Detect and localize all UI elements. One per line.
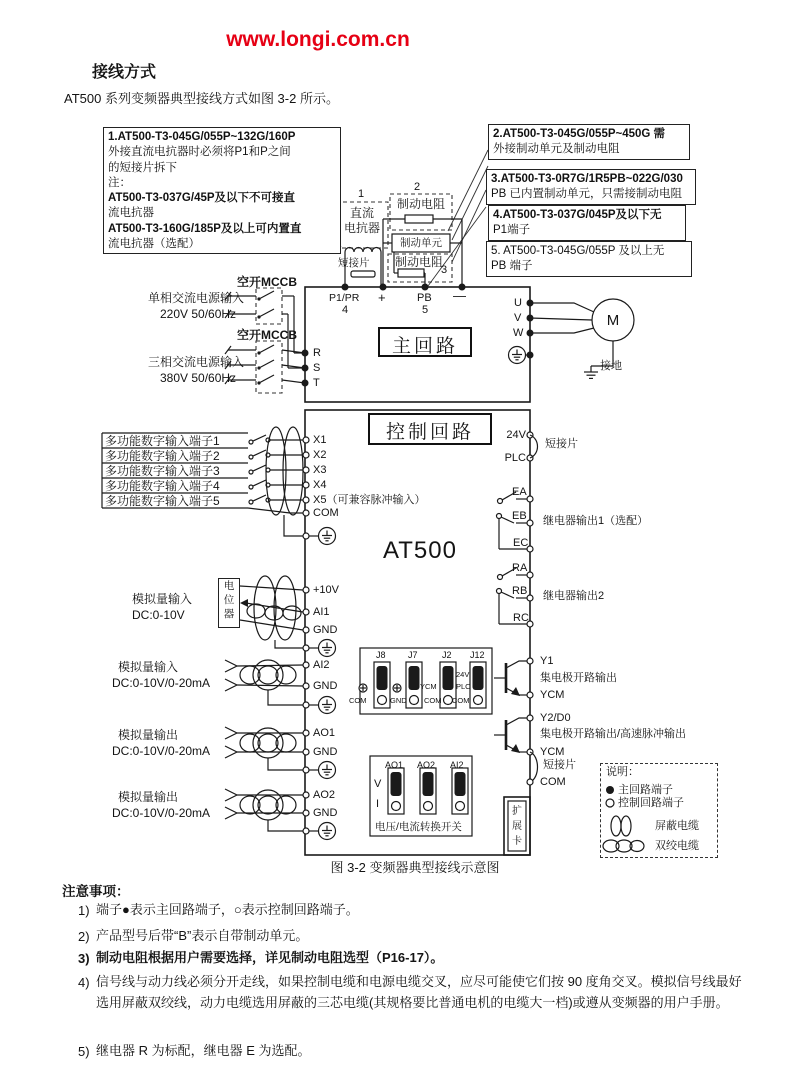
terminal-ycm2-label: YCM: [540, 746, 565, 758]
terminal-r: [302, 350, 309, 357]
terminal-com-label: COM: [313, 507, 339, 519]
terminal-v-label: V: [514, 312, 522, 324]
component-num-1: 1: [358, 188, 365, 200]
i-label: I: [376, 798, 380, 810]
figure-caption: 图 3-2 变频器典型接线示意图: [330, 860, 500, 875]
terminal-y2-label: Y2/D0: [540, 712, 571, 724]
ai1-label: 模拟量输入: [132, 592, 193, 606]
digital-input-5: 多功能数字输入端子5: [105, 494, 220, 508]
digital-input-1: 多功能数字输入端子1: [105, 434, 220, 448]
terminal-ec-label: EC: [513, 537, 529, 549]
terminal-r-label: R: [313, 347, 321, 359]
terminal-u-label: U: [514, 297, 522, 309]
intro-text: AT500 系列变频器典型接线方式如图 3-2 所示。: [64, 91, 339, 106]
ao2-range: DC:0-10V/0-20mA: [112, 806, 211, 820]
terminal-ra-label: RA: [512, 562, 528, 574]
vi-ao2-label: AO2: [417, 760, 436, 770]
terminal-p1pr-num: 4: [342, 304, 349, 316]
terminal-gnd1-label: GND: [313, 624, 338, 636]
terminal-gnd2-label: GND: [313, 680, 338, 692]
motor-label: M: [606, 312, 620, 329]
ai2-range: DC:0-10V/0-20mA: [112, 676, 211, 690]
ai2-label: 模拟量输入: [118, 660, 179, 674]
24v-plc-strap: [527, 432, 538, 461]
mccb2-label: 空开MCCB: [237, 328, 297, 342]
component-num-3: 3: [441, 264, 448, 276]
terminal-com2-label: COM: [540, 776, 566, 788]
ao1-label: 模拟量输出: [118, 728, 179, 742]
j12-com-label: COM: [452, 696, 470, 705]
transistor-y1: [494, 658, 533, 698]
dc-reactor-label: 直流: [349, 206, 374, 220]
twisted-pair-symbol: [240, 734, 260, 752]
control-circuit-box: [305, 410, 530, 855]
three-phase-voltage: 380V 50/60Hz: [160, 371, 237, 385]
legend-main-terminal: 主回路端子: [618, 784, 673, 796]
callout-1: 1.AT500-T3-045G/055P~132G/160P 外接直流电抗器时必须将P1和P之间 的短接片拆下 注： AT500-T3-037G/45P及以下不可接直 流电抗器 AT500-T3-160G/185P及以上可内置直 流电抗器（选配）: [103, 127, 341, 254]
short-bar2-label: 短接片: [543, 759, 576, 771]
terminal-ai1-label: AI1: [313, 606, 330, 618]
note-5-text: 继电器 R 为标配，继电器 E 为选配。: [96, 1043, 311, 1058]
terminal-gnd3-label: GND: [313, 746, 338, 758]
legend-control-terminal: 控制回路端子: [618, 797, 684, 809]
note-3-no: 3): [78, 951, 90, 966]
digital-input-4: 多功能数字输入端子4: [105, 479, 220, 493]
note-5-no: 5): [78, 1044, 90, 1059]
callout-5: 5. AT500-T3-045G/055P 及以上无 PB 端子: [486, 241, 692, 277]
terminal-eb-label: EB: [512, 510, 527, 522]
ai1-range: DC:0-10V: [132, 608, 185, 622]
note-2-text: 产品型号后带“B”表示自带制动单元。: [96, 928, 309, 943]
vi-ai2-label: AI2: [450, 760, 464, 770]
single-phase-label: 单相交流电源输入: [148, 291, 245, 305]
note-4-text: 信号线与动力线必须分开走线，如果控制电缆和电源电缆交叉，应尽可能使它们按 90 度角交叉。模拟信号线最好选用屏蔽双绞线，动力电缆选用屏蔽的三芯电缆(其规格要比普通电机的电缆大一档)或遵从变频器的用户手册。: [96, 974, 742, 1010]
j2-com-label: COM: [424, 696, 442, 705]
vi-switch-caption: 电压/电流转换开关: [375, 821, 462, 833]
potentiometer-label: 电位器: [218, 578, 240, 628]
ground-label: 接地: [600, 360, 622, 372]
callout-2: 2.AT500-T3-045G/055P~450G 需 外接制动单元及制动电阻: [488, 124, 690, 160]
terminal-rb-label: RB: [512, 585, 528, 597]
short-bar-label: 短接片: [545, 438, 578, 450]
terminal-t: [302, 380, 309, 387]
terminal-x2-label: X2: [313, 449, 327, 461]
terminal-pb-label: PB: [417, 292, 432, 304]
note-4-no: 4): [78, 975, 90, 990]
jumper-j2-label: J2: [442, 650, 452, 660]
jumper-j12-label: J12: [470, 650, 485, 660]
terminal-pe: [527, 352, 534, 359]
brake-unit-label: 制动单元: [400, 237, 442, 249]
dc-reactor-label2: 电抗器: [343, 221, 380, 235]
j8-com-label: COM: [349, 696, 367, 705]
terminal-ao2-label: AO2: [313, 789, 336, 801]
twisted-pair-symbol: [240, 796, 260, 814]
brake-resistor-top-label: 制动电阻: [396, 197, 445, 211]
j12-24v-label: 24V: [456, 670, 470, 679]
terminal-ycm1-label: YCM: [540, 689, 565, 701]
terminal-s: [302, 365, 309, 372]
transistor-y2: [494, 715, 538, 785]
terminal-10v-label: +10V: [313, 584, 339, 596]
single-phase-voltage: 220V 50/60Hz: [160, 307, 237, 321]
terminal-pb-num: 5: [422, 304, 429, 316]
terminal-w-label: W: [513, 327, 524, 339]
input-switches: [249, 435, 303, 504]
relay2-label: 继电器输出2: [543, 590, 605, 602]
terminal-t-label: T: [313, 377, 320, 389]
note-3-text: 制动电阻根据用户需要选择，详见制动电阻选型（P16-17）。: [96, 950, 444, 965]
note-1-text: 端子●表示主回路端子，○表示控制回路端子。: [96, 902, 359, 917]
callout-4: 4.AT500-T3-037G/045P及以下无 P1端子: [488, 205, 686, 241]
y2-desc: 集电极开路输出/高速脉冲输出: [540, 728, 687, 740]
terminal-minus-label: —: [453, 288, 466, 303]
jumper-j7-label: J7: [408, 650, 418, 660]
ao2-label: 模拟量输出: [118, 790, 179, 804]
jumper-bar-label: 短接片: [338, 257, 370, 269]
note-2-no: 2): [78, 929, 90, 944]
expansion-card-label: 扩展卡: [512, 806, 522, 847]
notes-title: 注意事项：: [62, 884, 130, 899]
shield-cable-symbol: [254, 576, 276, 640]
component-num-2: 2: [414, 181, 421, 193]
terminal-x3-label: X3: [313, 464, 327, 476]
digital-input-3: 多功能数字输入端子3: [105, 464, 220, 478]
y1-desc: 集电极开路输出: [540, 672, 617, 684]
note-1-no: 1): [78, 903, 90, 918]
relay1-label: 继电器输出1（选配）: [543, 515, 649, 527]
model-label: AT500: [383, 537, 457, 564]
terminal-ai2-label: AI2: [313, 659, 330, 671]
digital-input-2: 多功能数字输入端子2: [105, 449, 220, 463]
legend-shielded-cable: 屏蔽电缆: [655, 820, 699, 832]
j12-plc-label: PLC: [456, 682, 471, 691]
control-circuit-title: 控制回路: [368, 413, 492, 445]
three-phase-label: 三相交流电源输入: [148, 355, 245, 369]
terminal-s-label: S: [313, 362, 321, 374]
terminal-plc-label: PLC: [504, 452, 526, 464]
j7-gnd-label: GND: [390, 696, 407, 705]
terminal-x4-label: X4: [313, 479, 327, 491]
terminal-p1pr-label: P1/PR: [329, 292, 360, 304]
terminal-ao1-label: AO1: [313, 727, 336, 739]
terminal-24v-label: 24V: [506, 429, 526, 441]
vi-ao1-label: AO1: [385, 760, 404, 770]
terminal-plus-label: +: [378, 290, 386, 305]
terminal-gnd4-label: GND: [313, 807, 338, 819]
brake-resistor-bottom-label: 制动电阻: [394, 255, 443, 269]
legend-title: 说明：: [606, 766, 639, 778]
callout-3: 3.AT500-T3-0R7G/1R5PB~022G/030 PB 已内置制动单元，只需接制动电阻: [486, 169, 696, 205]
legend-twisted-cable: 双绞电缆: [655, 840, 699, 852]
terminal-x5-label: X5（可兼容脉冲输入）: [313, 494, 426, 506]
v-label: V: [374, 778, 382, 790]
jumper-j8-label: J8: [376, 650, 386, 660]
terminal-rc-label: RC: [513, 612, 529, 624]
main-circuit-title: 主回路: [378, 327, 472, 357]
terminal-y1-label: Y1: [540, 655, 554, 667]
mccb1-label: 空开MCCB: [237, 275, 297, 289]
ao1-range: DC:0-10V/0-20mA: [112, 744, 211, 758]
terminal-x1-label: X1: [313, 434, 327, 446]
site-url: www.longi.com.cn: [226, 28, 410, 51]
section-title: 接线方式: [92, 64, 157, 81]
twisted-pair-symbol: [240, 666, 260, 684]
terminal-ea-label: EA: [512, 486, 527, 498]
j2-ycm-label: YCM: [420, 682, 437, 691]
